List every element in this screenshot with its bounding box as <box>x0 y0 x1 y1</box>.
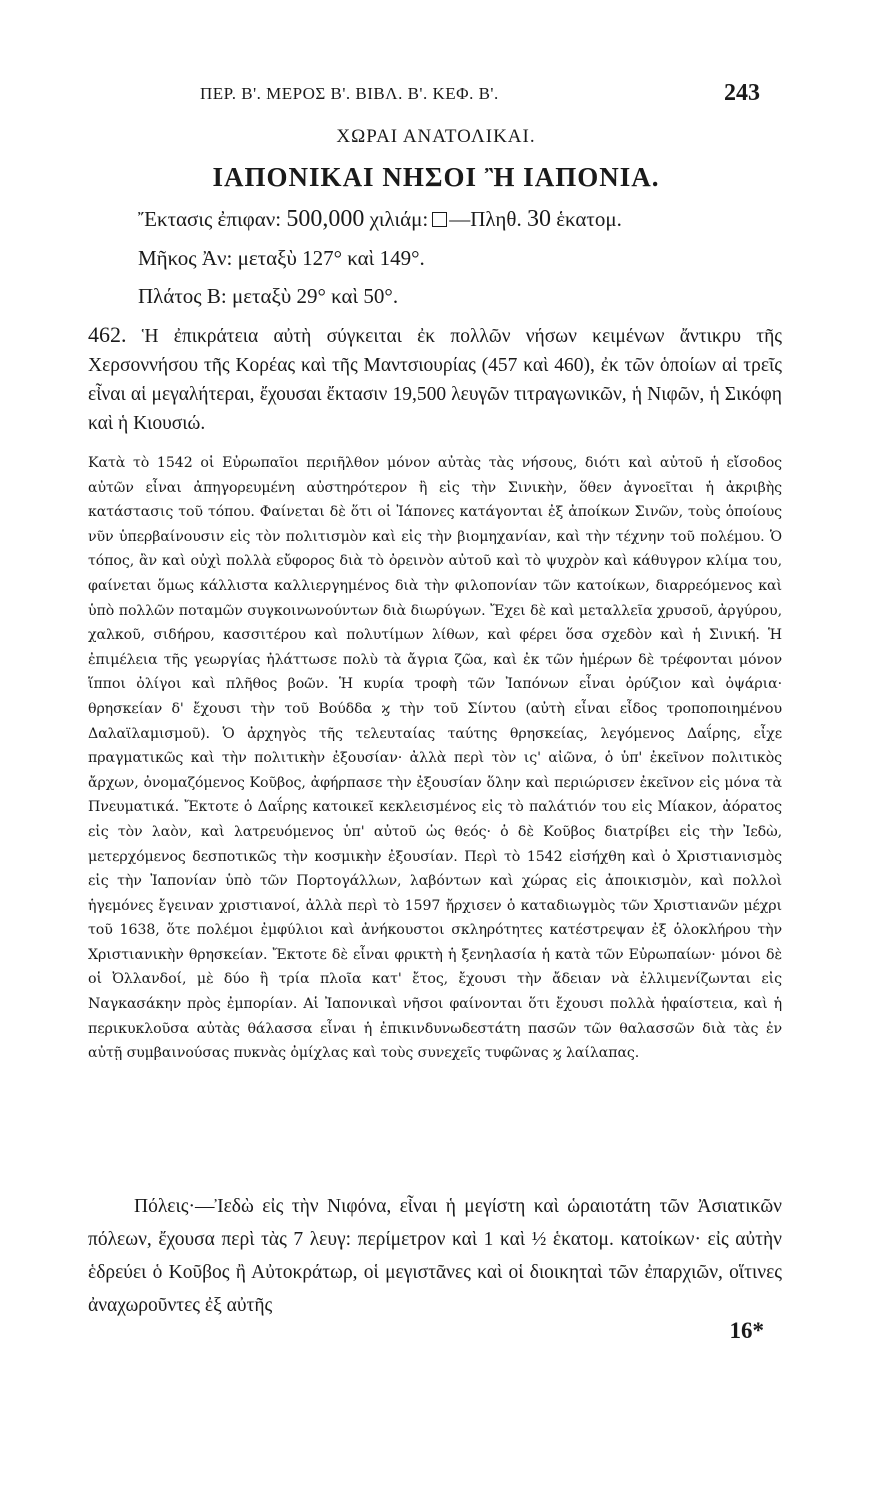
latitude-value: μεταξὺ 29° καὶ 50°. <box>231 284 399 308</box>
population-label: —Πληθ. <box>449 207 522 231</box>
body-paragraph: Κατὰ τὸ 1542 οἱ Εὐρωπαῖοι περιῆλθον μόνον αὐτὰς τὰς νήσους, διότι καὶ αὐτοῦ ἡ εἴσοδος αὐτῶν εἶναι ἀπηγορευμένη αὐστηρότερον ἢ εἰς τὴν Σινικὴν, ὅθεν ἀγνοεῖται ἡ ἀκριβὴς κατάστασις τοῦ τόπου. Φαίνεται δὲ ὅτι οἱ Ἰάπονες κατάγονται ἐξ ἀποίκων Σινῶν, τοὺς ὁποίους νῦν ὑπερβαίνουσιν εἰς τὸν πολιτισμὸν καὶ εἰς τὴν βιομηχανίαν, καὶ τὴν τέχνην τοῦ πολέμου. Ὁ τόπος, ἂν καὶ οὐχὶ πολλὰ εὔφορος διὰ τὸ ὀρεινὸν αὐτοῦ καὶ τὸ ψυχρὸν καὶ κάθυγρον κλίμα του, φαίνεται ὅμως κάλλιστα καλλιεργημένος διὰ τὴν φιλοπονίαν τῶν κατοίκων, διαρρεόμενος καὶ ὑπὸ πολλῶν ποταμῶν συγκοινωνούντων διὰ διωρύγων. Ἔχει δὲ καὶ μεταλλεῖα χρυσοῦ, ἀργύρου, χαλκοῦ, σιδήρου, κασσιτέρου καὶ πολυτίμων λίθων, καὶ φέρει ὅσα σχεδὸν καὶ ἡ Σινική. Ἡ ἐπιμέλεια τῆς γεωργίας ἠλάττωσε πολὺ τὰ ἄγρια ζῶα, καὶ ἐκ τῶν ἡμέρων δὲ τρέφονται μόνον ἵπποι ὀλίγοι καὶ πλῆθος βοῶν. Ἡ κυρία τροφὴ τῶν Ἰαπόνων εἶναι ὀρύζιον καὶ ὀψάρια· θρησκείαν δ' ἔχουσι τὴν τοῦ Βούδδα ϗ τὴν τοῦ Σίντου (αὐτὴ εἶναι εἶδος τροποποιημένου Δαλαϊλαμισμοῦ). Ὁ ἀρχηγὸς τῆς τελευταίας ταύτης θρησκείας, λεγόμενος Δαΐρης, εἶχε πραγματικῶς καὶ τὴν πολιτικὴν ἐξουσίαν· ἀλλὰ περὶ τὸν ις' αἰῶνα, ὁ ὑπ' ἐκεῖνον πολιτικὸς ἄρχων, ὀνομαζόμενος Κοῦβος, ἀφήρπασε τὴν ἐξουσίαν ὅλην καὶ περιώρισεν ἐκεῖνον εἰς μόνα τὰ Πνευματικά. Ἔκτοτε ὁ Δαΐρης κατοικεῖ κεκλεισμένος εἰς τὸ παλάτιόν του εἰς Μίακον, ἀόρατος εἰς τὸν λαὸν, καὶ λατρευόμενος ὑπ' αὐτοῦ ὡς θεός· ὁ δὲ Κοῦβος διατρίβει εἰς τὴν Ἰεδὼ, μετερχόμενος δεσποτικῶς τὴν κοσμικὴν ἐξουσίαν. Περὶ τὸ 1542 εἰσήχθη καὶ ὁ Χριστιανισμὸς εἰς τὴν Ἰαπονίαν ὑπὸ τῶν Πορτογάλλων, λαβόντων καὶ χώρας εἰς ἀποικισμὸν, καὶ πολλοὶ ἡγεμόνες ἔγειναν χριστιανοί, ἀλλὰ περὶ τὸ 1597 ἤρχισεν ὁ καταδιωγμὸς τῶν Χριστιανῶν μέχρι τοῦ 1638, ὅτε πολέμοι ἐμφύλιοι καὶ ἀνήκουστοι σκληρότητες κατέστρεψαν ἐξ ὁλοκλήρου τὴν Χριστιανικὴν θρησκείαν. Ἔκτοτε δὲ εἶναι φρικτὴ ἡ ξενηλασία ἡ κατὰ τῶν Εὐρωπαίων· μόνοι δὲ οἱ Ὀλλανδοί, μὲ δύο ἢ τρία πλοῖα κατ' ἔτος, ἔχουσι τὴν ἄδειαν νὰ ἐλλιμενίζωνται εἰς Ναγκασάκην πρὸς ἐμπορίαν. Αἱ Ἰαπονικαὶ νῆσοι φαίνονται ὅτι ἔχουσι πολλὰ ἡφαίστεια, καὶ ἡ περικυκλοῦσα αὐτὰς θάλασσα εἶναι ἡ ἐπικινδυνωδεστάτη πασῶν τῶν θαλασσῶν διὰ τὰς ἐν αὐτῇ συμβαινούσας πυκνὰς ὀμίχλας καὶ τοὺς συνεχεῖς τυφῶνας ϗ λαίλαπας. <box>88 455 782 1062</box>
area-unit: χιλιάμ: <box>369 207 429 231</box>
longitude-value: μεταξὺ 127° καὶ 149°. <box>237 246 425 270</box>
paragraph-number: 462. <box>88 322 127 347</box>
cities-label: Πόλεις·— <box>134 1196 215 1217</box>
chapter-title: ΙΑΠΟΝΙΚΑΙ ΝΗΣΟΙ Ἢ ΙΑΠΟΝΙΑ. <box>212 162 660 192</box>
area-label: Ἔκτασις ἐπιφαν: <box>138 207 282 231</box>
section-title: ΧΩΡΑΙ ΑΝΑΤΟΛΙΚΑΙ. <box>336 126 536 147</box>
signature-mark: 16* <box>729 1318 764 1343</box>
running-header <box>200 80 760 110</box>
running-head: ΠΕΡ. Β'. ΜΕΡΟΣ Β'. ΒΙΒΛ. Β'. ΚΕΦ. Β'. <box>200 84 499 103</box>
square-symbol-icon <box>432 212 447 227</box>
population-value: 30 <box>526 206 551 232</box>
page-number: 243 <box>724 80 760 106</box>
cities-text: Ἰεδὼ εἰς τὴν Νιφόνα, εἶναι ἡ μεγίστη καὶ ὡραιοτάτη τῶν Ἀσιατικῶν πόλεων, ἔχουσα περὶ τὰς 7 λευγ: περίμετρον καὶ 1 καὶ ½ ἑκατομ. κατοίκων· εἰς αὐτὴν ἑδρεύει ὁ Κοῦβος ἢ Αὐτοκράτωρ, οἱ μεγιστᾶνες καὶ οἱ διοικηταὶ τῶν ἐπαρχιῶν, οἵτινες ἀναχωροῦντες ἐξ αὐτῆς <box>88 1196 782 1316</box>
longitude-line <box>138 246 425 271</box>
lead-paragraph-text: Ἡ ἐπικράτεια αὐτὴ σύγκειται ἐκ πολλῶν νήσων κειμένων ἄντικρυ τῆς Χερσοννήσου τῆς Κορέας καὶ τῆς Μαντσιουρίας (457 καὶ 460), ἐκ τῶν ὁποίων αἱ τρεῖς εἶναι αἱ μεγαλήτεραι, ἔχουσαι ἔκτασιν 19,500 λευγῶν τιτραγωνικῶν, ἡ Νιφῶν, ἡ Σικόφη καὶ ἡ Κιουσιώ. <box>88 326 782 434</box>
population-unit: ἑκατομ. <box>556 207 622 231</box>
latitude-line <box>138 284 398 309</box>
longitude-label: Μῆκος Ἀν: <box>138 246 233 270</box>
lead-paragraph <box>88 320 782 438</box>
cities-paragraph <box>88 1190 782 1322</box>
latitude-label: Πλάτος Β: <box>138 284 227 308</box>
area-value: 500,000 <box>286 206 365 232</box>
area-population-line <box>138 206 622 233</box>
